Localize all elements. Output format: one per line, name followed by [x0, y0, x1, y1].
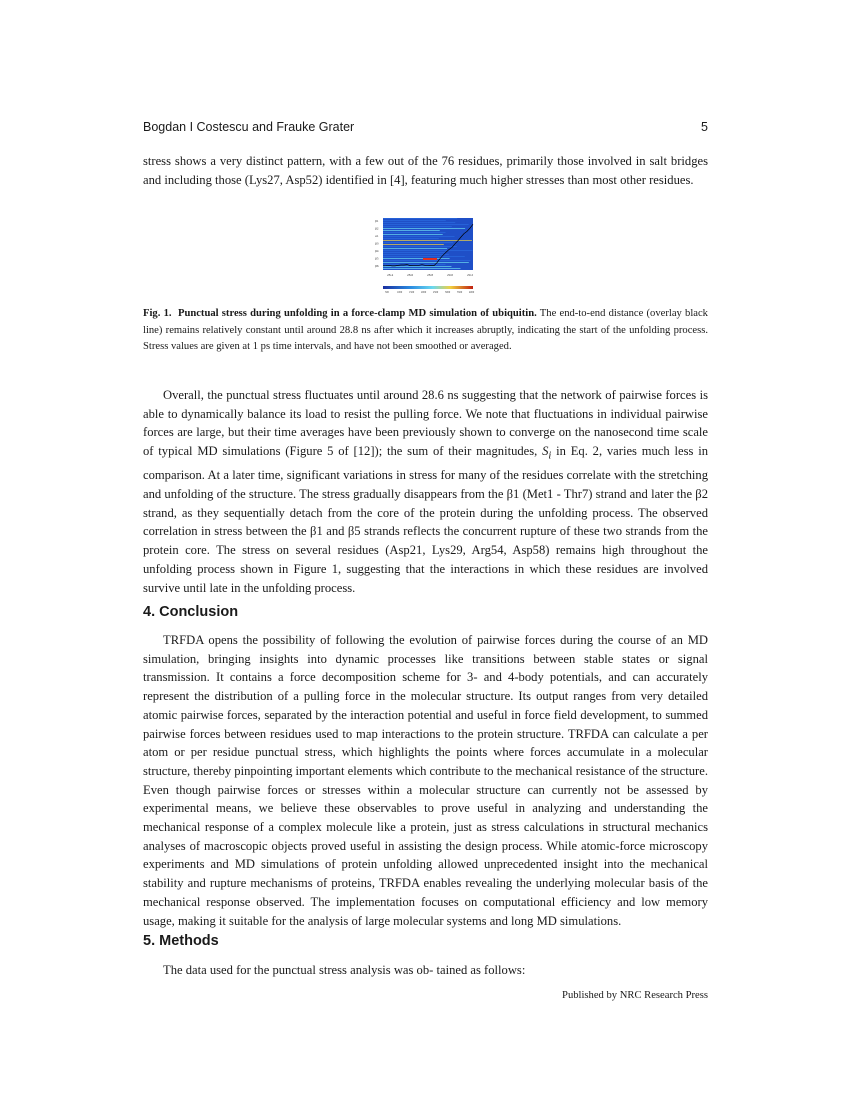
caption-label: Fig. 1.: [143, 308, 172, 319]
heatmap-stripe: [383, 250, 472, 251]
caption-text: The end-to-end distance (overlay black line) remains relatively constant until around 28.8 ns after which it increases abruptly, indicating the start of the unfolding process. Stress values are given at 1 ps time intervals, and have not been smoothed or averaged.: [143, 308, 708, 352]
colorbar-tick-label: 2500: [433, 291, 439, 294]
heatmap-stripe: [383, 260, 470, 261]
heatmap-stripe: [383, 226, 452, 227]
heatmap-stripe: [383, 248, 447, 249]
x-tick-label: 29.0: [447, 273, 454, 277]
y-tick-label: β5: [375, 256, 379, 261]
heatmap-stripe: [383, 228, 465, 229]
heatmap-stripe: [383, 222, 455, 223]
heatmap-stripe: [383, 230, 440, 231]
heatmap-stripe: [383, 262, 469, 263]
header-authors: Bogdan I Costescu and Frauke Grater: [143, 120, 355, 134]
x-tick-label: 28.6: [407, 273, 414, 277]
caption-title: Punctual stress during unfolding in a force-clamp MD simulation of ubiquitin.: [177, 308, 537, 319]
colorbar-ticks: [385, 291, 475, 294]
heatmap-stripe: [383, 244, 444, 245]
colorbar: [383, 286, 473, 289]
section-5-text: The data used for the punctual stress analysis was ob- tained as follows:: [163, 963, 526, 977]
heatmap-stripe: [383, 220, 446, 221]
heatmap-stripe: [383, 236, 455, 237]
stress-symbol: S: [542, 444, 549, 459]
y-tick-label: β2: [375, 226, 379, 231]
running-header: [143, 120, 708, 134]
x-axis-ticks: [387, 273, 473, 277]
y-tick-label: β3: [375, 241, 379, 246]
heatmap-stripe: [383, 264, 445, 265]
heatmap-stripe: [383, 252, 445, 253]
stress-subscript: i: [548, 450, 552, 462]
paragraph-2-part1: Overall, the punctual stress fluctuates until around 28.6 ns suggesting that the network of pairwise forces is able to dynamically balance its load to resist the pulling force. We note that fluctuations in individual pairwise forces are large, but their time averages have been previously shown to converge on the nanosecond time scale of typical MD simulations (Figure 5 of [12]); the sum of their magnitudes,: [143, 388, 708, 459]
colorbar-tick-label: 1500: [409, 291, 415, 294]
heatmap-stripe: [383, 246, 457, 247]
colorbar-tick-label: 500: [385, 291, 389, 294]
heatmap-stripe: [383, 218, 457, 219]
y-axis-ticks: [375, 219, 379, 268]
colorbar-tick-label: 3500: [457, 291, 463, 294]
heatmap-stripe: [383, 238, 439, 239]
heatmap-stripe: [383, 224, 469, 225]
x-tick-label: 29.2: [467, 273, 474, 277]
section-4-text: TRFDA opens the possibility of following the evolution of pairwise forces during the course of an MD simulation, bringing insights into dynamic processes like transitions between stable states or signal transmission. It contains a force decomposition scheme for 3- and 4-body potentials, and can accurately represent the distribution of a pulling force in the molecular structure. Its output ranges from very detailed atomic pairwise forces, separated by the interaction potential and useful in force field development, to summed pairwise forces between residues used to map interactions to the protein structure. TRFDA can calculate a per atom or per residue punctual stress, which highlights the points where forces accumulate in a molecular structure, thereby pinpointing important elements which contribute to the mechanical resistance of the structure. Even though pairwise forces or stresses within a molecular structure can currently not be assessed by experimental means, we believe these observables to prove useful in analyzing and understanding the mechanical response of a complex molecule like a protein, just as stress calculations in structural mechanics analyses of macroscopic objects proved useful in assisting the design process. While atomic-force microscopy experiments and MD simulations of protein unfolding allowed unprecedented insight into the mechanical stability and rupture mechanisms of proteins, TRFDA enables revealing the underlying molecular basis of the mechanical response observed. The implementation focuses on computational efficiency and low memory usage, making it suitable for the analysis of large molecular systems and long MD simulations.: [143, 633, 708, 928]
stress-heatmap-figure: [365, 214, 485, 299]
heatmap-stripe: [383, 242, 453, 243]
paragraph-2-part2: in Eq. 2, varies much less in comparison. At a later time, significant variations in stress for many of the residues correlate with the stretching and unfolding of the structure. The stress gradually disappears from the β1 (Met1 - Thr7) strand and later the β2 strand, as they sequentially detach from the core of the protein during the unfolding process. The observed correlation in stress between the β1 and β5 strands reflects the concurrent rupture of these two strands from the protein core. The stress on several residues (Asp21, Lys29, Arg54, Asp58) remains high throughout the unfolding process shown in Figure 1, suggesting that the interactions in which these residues are involved survive until late in the unfolding process.: [143, 444, 708, 595]
figure-caption: [143, 306, 708, 356]
paragraph-2: [143, 386, 708, 597]
page-number: 5: [701, 120, 708, 134]
y-tick-label: α1: [375, 234, 379, 238]
x-tick-label: 28.4: [387, 273, 394, 277]
section-4-heading: 4. Conclusion: [143, 604, 239, 620]
y-tick-label: β6: [375, 264, 379, 268]
y-tick-label: β4: [375, 249, 379, 253]
heatmap-stripe: [383, 256, 465, 257]
colorbar-tick-label: 4000: [469, 291, 475, 294]
heatmap-stripe: [383, 254, 449, 255]
colorbar-tick-label: 1000: [397, 291, 403, 294]
x-tick-label: 28.8: [427, 273, 434, 277]
heatmap-peak: [423, 258, 437, 260]
heatmap-stripe: [383, 232, 445, 233]
heatmap-stripe: [383, 234, 443, 235]
section-5-heading: 5. Methods: [143, 933, 219, 949]
y-tick-label: β1: [375, 219, 379, 223]
colorbar-tick-label: 3000: [445, 291, 451, 294]
heatmap-svg: [365, 214, 485, 294]
footer-publisher: Published by NRC Research Press: [562, 990, 708, 1001]
intro-paragraph: stress shows a very distinct pattern, with a few out of the 76 residues, primarily those involved in salt bridges and including those (Lys27, Asp52) identified in [4], featuring much higher stresses than most other residues.: [143, 154, 708, 187]
colorbar-tick-label: 2000: [421, 291, 427, 294]
heatmap-stripe: [383, 268, 461, 269]
